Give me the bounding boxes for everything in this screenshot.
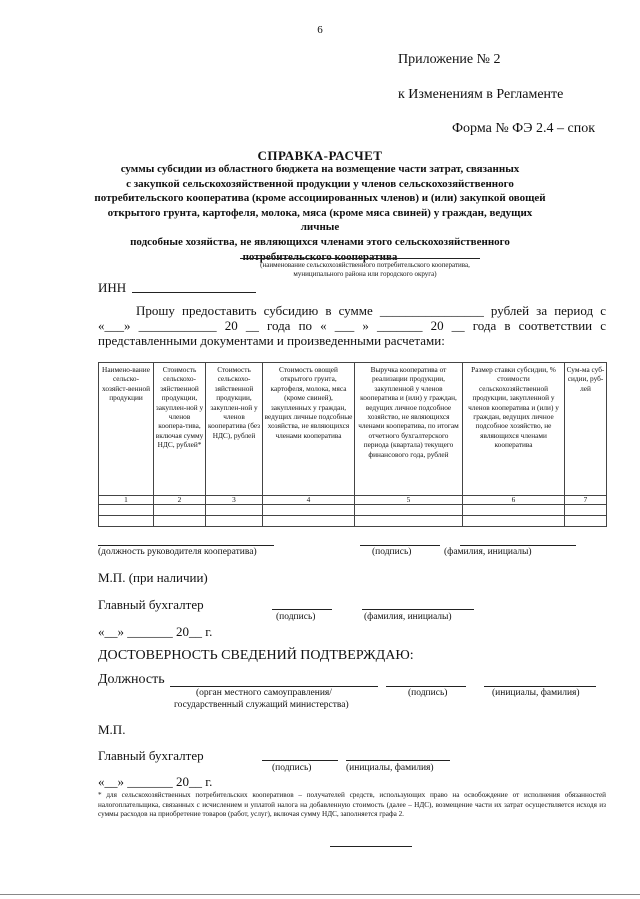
table-cell[interactable] (154, 516, 206, 527)
accountant-name-line-2[interactable] (346, 760, 450, 761)
head-signature-line[interactable] (360, 545, 440, 546)
subtitle-line: с закупкой сельскохозяйственной продукции у членов сельскохозяйственного (126, 177, 514, 190)
table-cell[interactable] (206, 505, 263, 516)
accountant-signature-caption-2: (подпись) (272, 763, 312, 773)
subtitle-line: подсобные хозяйства, не являющихся членами этого сельскохозяйственного (130, 235, 510, 248)
mp-optional: М.П. (при наличии) (98, 570, 208, 585)
chief-accountant-label-2: Главный бухгалтер (98, 748, 204, 763)
accountant-name-line[interactable] (362, 609, 474, 610)
table-row[interactable] (99, 505, 607, 516)
page-number: 6 (317, 24, 323, 36)
table-number-row (99, 496, 607, 505)
head-name-line[interactable] (460, 545, 576, 546)
confirm-signature-caption: (подпись) (408, 688, 448, 698)
date-line-2: «__» _______ 20__ г. (98, 774, 213, 789)
page-bottom-edge (0, 894, 640, 895)
table-cell[interactable] (463, 505, 565, 516)
head-position-caption: (должность руководителя кооператива) (98, 547, 257, 557)
coop-name-line[interactable] (240, 258, 480, 259)
form-number: Форма № ФЭ 2.4 – спок (452, 121, 595, 136)
subtitle-line: открытого грунта, картофеля, молока, мяса (кроме мяса свиней) у граждан, ведущих личные (107, 206, 533, 234)
table-cell[interactable] (463, 516, 565, 527)
confirm-heading: ДОСТОВЕРНОСТЬ СВЕДЕНИЙ ПОДТВЕРЖДАЮ: (98, 648, 414, 663)
date-line: «__» _______ 20__ г. (98, 624, 213, 639)
subtitle-line: потребительского кооператива (242, 250, 398, 263)
accountant-signature-caption: (подпись) (276, 612, 316, 622)
changes-label: к Изменениям в Регламенте (398, 87, 564, 102)
table-header-row (99, 363, 607, 496)
table-cell[interactable] (99, 505, 154, 516)
request-paragraph: Прошу предоставить субсидию в сумме ________________ рублей за период с «___» ____________ 20 __ года по « ___ » _______ 20 __ года в соответствии с представленными документами и произведенными расчетами: (98, 303, 606, 348)
table-cell[interactable] (263, 505, 355, 516)
organ-caption-2: государственный служащий министерства) (174, 700, 349, 710)
table-cell[interactable] (565, 505, 607, 516)
accountant-name-caption: (фамилия, инициалы) (364, 612, 452, 622)
head-signature-caption: (подпись) (372, 547, 412, 557)
accountant-signature-line[interactable] (272, 609, 332, 610)
table-cell[interactable] (154, 505, 206, 516)
confirm-name-caption: (инициалы, фамилия) (492, 688, 580, 698)
confirm-name-line[interactable] (484, 686, 596, 687)
coop-name-caption (200, 261, 530, 279)
column-number: 7 (565, 496, 607, 505)
caption-line: (наименование сельскохозяйственного потребительского кооператива, (260, 261, 470, 269)
table-header-cell: Стоимость овощей открытого грунта, картофеля, молока, мяса (кроме свиней), закупленных у граждан, ведущих личные подсобные хозяйства, не являющихся членами кооператива (263, 363, 355, 496)
accountant-signature-line-2[interactable] (262, 760, 338, 761)
table-header-cell: Стоимость сельскохо-зяйственной продукции, закуплен-ной у членов коопера-тива, включая сумму НДС, рублей* (154, 363, 206, 496)
column-number: 3 (206, 496, 263, 505)
table-cell[interactable] (99, 516, 154, 527)
table-header-cell: Стоимость сельскохо-зяйственной продукции, закуплен-ной у членов кооператива (без НДС), рублей (206, 363, 263, 496)
column-number: 5 (355, 496, 463, 505)
table-cell[interactable] (565, 516, 607, 527)
table-row[interactable] (99, 516, 607, 527)
column-number: 1 (99, 496, 154, 505)
table-cell[interactable] (355, 516, 463, 527)
appendix-label: Приложение № 2 (398, 52, 501, 67)
footnote-separator (330, 846, 412, 847)
head-name-caption: (фамилия, инициалы) (444, 547, 532, 557)
caption-line: муниципального района или городского округа) (293, 270, 437, 278)
table-cell[interactable] (263, 516, 355, 527)
table-header-cell: Размер ставки субсидии, % стоимости сельскохозяйственной продукции, закупленной у членов кооператива и (или) у граждан, ведущих личное подсобное хозяйство, не являющихся членами кооператива (463, 363, 565, 496)
column-number: 2 (154, 496, 206, 505)
subsidy-table (98, 362, 607, 527)
footnote: * для сельскохозяйственных потребительских кооперативов – получателей средств, использующих право на освобождение от исполнения обязанностей налогоплательщика, связанных с исчислением и уплатой налога на добавленную стоимость (далее – НДС), возмещение части их затрат осуществляется исходя из суммы расходов на приобретение товаров (работ, услуг), включая сумму НДС, заполняется графа 2. (98, 791, 606, 818)
accountant-name-caption-2: (инициалы, фамилия) (346, 763, 434, 773)
head-position-line[interactable] (98, 545, 274, 546)
subtitle-line: суммы субсидии из областного бюджета на возмещение части затрат, связанных (120, 163, 520, 175)
table-header-cell: Наимено-вание сельско-хозяйст-венной продукции (99, 363, 154, 496)
mp-label: М.П. (98, 722, 126, 737)
inn-field[interactable] (132, 292, 256, 293)
chief-accountant-label: Главный бухгалтер (98, 597, 204, 612)
table-header-cell: Выручка кооператива от реализации продукции, закупленной у членов кооператива и (или) у граждан, ведущих личное подсобное хозяйство, не являющихся членами кооператива, по итогам отчетного бухгалтерского периода (квартала) текущего финансового года, рублей (355, 363, 463, 496)
organ-caption-1: (орган местного самоуправления/ (196, 688, 332, 698)
document-subtitle (90, 162, 550, 264)
table-cell[interactable] (206, 516, 263, 527)
table-cell[interactable] (355, 505, 463, 516)
position-line[interactable] (170, 686, 378, 687)
position-label: Должность (98, 672, 165, 687)
inn-label: ИНН (98, 280, 127, 295)
column-number: 4 (263, 496, 355, 505)
confirm-signature-line[interactable] (386, 686, 466, 687)
table-header-cell: Сум-ма суб-сидии, руб-лей (565, 363, 607, 496)
subtitle-line: потребительского кооператива (кроме ассоциированных членов) и (или) закупкой овощей (94, 192, 546, 205)
column-number: 6 (463, 496, 565, 505)
document-title: СПРАВКА-РАСЧЕТ (257, 148, 383, 163)
